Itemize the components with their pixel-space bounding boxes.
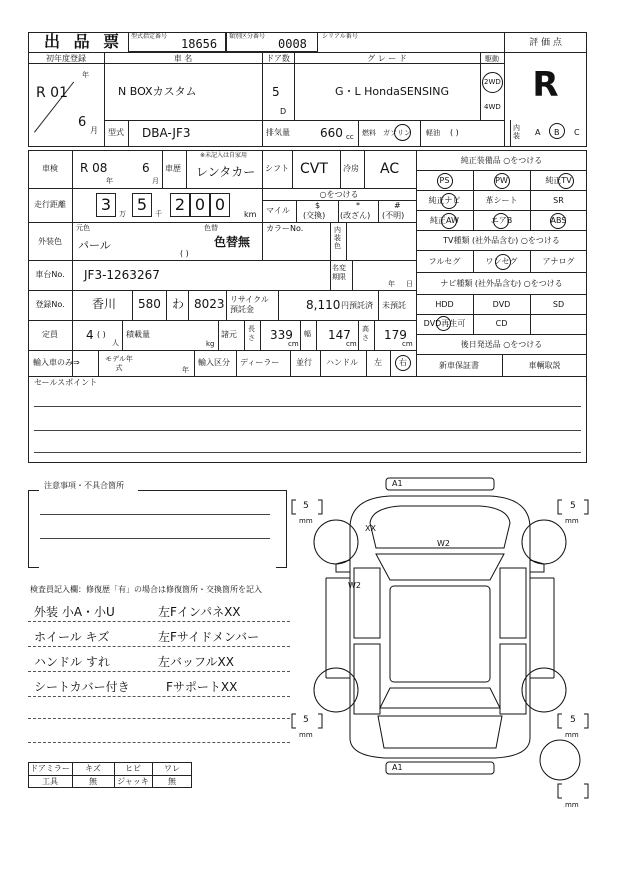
tv-title: TV種類 (社外品含む) ○をつける: [443, 236, 560, 245]
car-diagram: [290, 468, 590, 810]
divider: [122, 320, 123, 350]
divider: [28, 290, 416, 291]
inspector-line-3-a: ハンドル すれ: [34, 655, 110, 669]
divider: [364, 150, 365, 188]
divider: [262, 150, 263, 188]
model-year-label: モデル年式: [105, 355, 133, 372]
sales-line: [34, 406, 581, 407]
divider: [28, 376, 587, 377]
rear-panel: [378, 716, 502, 748]
door-right-rear: [500, 644, 526, 714]
mileage-digit-5: 0: [214, 195, 226, 214]
equip-abs: ABS: [550, 216, 567, 225]
inspector-line-1-b: 左FインパネXX: [158, 605, 241, 619]
fuel-gas: ガソリン: [383, 129, 411, 137]
form-title: 出 品 票: [44, 32, 124, 51]
recycle-unit: 円預託済: [341, 301, 373, 310]
nav-dvd-play-circle: [436, 316, 451, 331]
model-year-unit: 年: [182, 366, 189, 374]
divider: [28, 350, 416, 351]
first-reg-month: 6: [78, 115, 87, 130]
tire-fl-depth: 5: [303, 501, 309, 511]
rear-window: [380, 688, 500, 708]
mile-label: マイル: [266, 206, 290, 215]
interior-b-circle: [549, 123, 565, 139]
divider: [316, 320, 317, 350]
divider: [378, 200, 379, 222]
divider: [28, 260, 416, 261]
chassis-value: JF3-1263267: [84, 268, 160, 282]
import-dealer: ディーラー: [240, 358, 280, 367]
divider: [338, 200, 339, 222]
model-label: 型式: [108, 128, 124, 137]
divider: [374, 320, 375, 350]
divider: [104, 120, 504, 121]
fuel-light: 軽油: [426, 129, 440, 137]
legend-tools: 工具: [42, 777, 58, 786]
class-no-value: 0008: [278, 37, 307, 51]
tire-fr-depth: 5: [570, 501, 576, 511]
equip-pw-circle: [494, 173, 510, 189]
grade-eval-label: 評 価 点: [529, 38, 562, 48]
drive-label: 駆動: [485, 55, 499, 63]
divider: [236, 350, 237, 376]
notes-bracket-left: [28, 490, 39, 568]
equip-navi-circle: [441, 193, 457, 209]
inspector-line-3-b: 左バッフルXX: [158, 655, 234, 669]
first-reg-label: 初年度登録: [46, 54, 86, 63]
fuel-gas-circle: [394, 124, 411, 141]
divider: [346, 222, 347, 260]
door-left-rear: [354, 644, 380, 714]
chassis-label: 車台No.: [35, 270, 65, 279]
shift-value: CVT: [300, 161, 328, 177]
wheel-front-right: [522, 520, 566, 564]
divider: [416, 230, 587, 231]
divider: [262, 52, 263, 147]
cc-unit: cc: [346, 133, 354, 141]
divider: [72, 150, 73, 376]
nav-cd: CD: [495, 319, 508, 328]
month-unit: 月: [90, 126, 98, 135]
nav-hdd: HDD: [435, 300, 454, 309]
divider: [98, 350, 99, 376]
notes-line: [40, 538, 270, 539]
inspection-year-unit: 年: [106, 177, 113, 185]
divider: [330, 222, 331, 260]
equip-tv-circle: [558, 173, 574, 189]
sales-point-label: セールスポイント: [34, 378, 98, 387]
divider: [416, 210, 587, 211]
reg-class: 580: [138, 297, 161, 311]
divider: [186, 150, 187, 188]
inspector-line-1-a: 外装 小A・小U: [34, 605, 115, 619]
ac-value: AC: [380, 161, 400, 177]
doors-value: 5: [272, 85, 280, 99]
drive-4wd: 4WD: [484, 103, 501, 111]
inspection-value: R 08: [80, 161, 108, 175]
length-value: 339: [270, 328, 293, 342]
inspector-label: 検査員記入欄：修復歴「有」の場合は修復箇所・交換箇所を記入: [30, 585, 262, 594]
transfer-day-unit: 日: [406, 280, 413, 288]
divider: [226, 290, 227, 320]
send-manual: 車輌取説: [528, 361, 561, 370]
legend-scratch: キズ: [85, 764, 101, 773]
divider: [188, 290, 189, 320]
dims-label: 諸元: [221, 330, 237, 339]
equip-aw: 純正AW: [430, 216, 459, 225]
km-unit: km: [244, 210, 257, 219]
divider: [296, 200, 297, 222]
car-body: [350, 496, 530, 758]
equip-abs-circle: [550, 213, 566, 229]
handle-right-circle: [395, 355, 411, 371]
divider: [128, 120, 129, 147]
equipment-title: 純正装備品 ○をつける: [460, 156, 543, 165]
color-change-label: 色替: [204, 224, 218, 232]
divider: [28, 222, 416, 223]
legend-jack: ジャッキ: [117, 777, 149, 786]
sales-line: [34, 452, 581, 453]
divider: [416, 250, 587, 251]
windshield: [376, 554, 504, 580]
inspector-rule: [28, 621, 290, 622]
divider: [290, 350, 291, 376]
divider: [262, 222, 263, 260]
wheel-spare: [540, 740, 580, 780]
divider: [104, 52, 105, 147]
year-unit: 年: [82, 71, 89, 79]
divider: [218, 320, 219, 350]
equip-airbag-circle: [493, 213, 509, 229]
model-value: DBA-JF3: [142, 126, 191, 140]
inspector-rule: [28, 646, 290, 647]
divider: [262, 200, 416, 201]
legend-jack-value: 無: [168, 777, 176, 786]
color-paren: ( ): [180, 249, 189, 258]
capacity-label: 定員: [42, 330, 58, 339]
person-unit: 人: [112, 339, 119, 347]
side-mark: W2: [348, 581, 361, 590]
capacity-paren: ( ): [97, 330, 106, 339]
inspection-month-unit: 月: [152, 177, 159, 185]
legend-tools-value: 無: [89, 777, 97, 786]
roof-mark: W2: [437, 539, 450, 548]
import-parallel: 並行: [296, 358, 312, 367]
capacity-value: 4: [86, 328, 94, 342]
equip-navi: 純正ナビ: [428, 196, 461, 205]
load-kg-unit: kg: [206, 340, 215, 348]
load-label: 積載量: [126, 330, 150, 339]
mm-unit: mm: [565, 801, 579, 809]
width-cm-unit: cm: [346, 340, 357, 348]
interior-a: A: [535, 128, 541, 137]
equip-tv: 純正TV: [545, 176, 572, 185]
divider: [416, 170, 587, 171]
original-color-value: パール: [78, 239, 111, 252]
equip-sr: SR: [553, 196, 564, 205]
swap-label: (交換): [303, 211, 326, 220]
divider: [28, 63, 504, 64]
history-note: ※未記入は自家用: [200, 152, 248, 159]
recycle-unpaid: 未預託: [382, 301, 406, 310]
divider: [510, 120, 511, 147]
recycle-value: 8,110: [306, 298, 341, 312]
door-type: D: [280, 107, 287, 116]
mileage-digit-1: 3: [100, 195, 112, 214]
divider: [292, 150, 293, 188]
divider: [378, 290, 379, 320]
inspector-line-2-a: ホイール キズ: [34, 630, 110, 644]
recycle-label: リサイクル預託金: [230, 295, 269, 314]
legend-crack: ヒビ: [125, 764, 141, 773]
fuel-label: 燃料: [362, 129, 376, 137]
inspector-line-4-a: シートカバー付き: [34, 680, 130, 694]
notes-label: 注意事項・不具合箇所: [44, 481, 124, 490]
notes-bracket-top: [28, 490, 36, 491]
swap-sym: $: [315, 201, 321, 210]
width-label: 幅: [304, 330, 311, 338]
inspector-line-4-b: FサポートXX: [166, 680, 238, 694]
handle-left: 左: [374, 358, 382, 367]
car-name-label: 車 名: [173, 54, 193, 63]
interior-c: C: [574, 128, 580, 137]
nav-dvd: DVD: [492, 300, 511, 309]
equip-pw: PW: [495, 176, 508, 185]
mileage-digit-3: 2: [174, 195, 186, 214]
grade-label: グ レ ー ド: [367, 54, 407, 63]
inspector-line-2-b: 左Fサイドメンバー: [158, 630, 260, 644]
interior-b: B: [554, 128, 560, 137]
unknown-label: (不明): [382, 211, 405, 220]
mileage-unit-sen: 千: [155, 210, 162, 218]
height-value: 179: [384, 328, 407, 342]
divider: [340, 150, 341, 188]
width-value: 147: [328, 328, 351, 342]
displacement-label: 排気量: [266, 128, 290, 137]
mm-unit: mm: [299, 517, 313, 525]
car-name-value: N BOXカスタム: [118, 85, 197, 98]
color-change-value: 色替無: [214, 235, 251, 249]
mm-unit: mm: [299, 731, 313, 739]
inspector-rule: [28, 742, 290, 743]
divider: [504, 52, 587, 53]
mileage-digit-4: 0: [194, 195, 206, 214]
front-bumper-mark: A1: [392, 479, 403, 488]
roof-panel: [390, 586, 490, 682]
equip-ps: PS: [439, 176, 450, 185]
wheel-rear-right: [522, 668, 566, 712]
divider: [473, 294, 474, 334]
inspection-label: 車検: [42, 164, 58, 173]
legend-break: ワレ: [164, 764, 180, 773]
divider: [416, 294, 587, 295]
mm-unit: mm: [565, 517, 579, 525]
doors-label: ドア数: [266, 54, 290, 63]
tv-fullseg: フルセグ: [428, 257, 461, 266]
divider: [352, 260, 353, 290]
equip-aw-circle: [441, 213, 457, 229]
divider: [244, 320, 245, 350]
divider: [416, 190, 587, 191]
door-left-front: [354, 568, 380, 638]
sales-line: [34, 430, 581, 431]
divider: [162, 150, 163, 188]
equip-ps-circle: [437, 173, 453, 189]
send-warranty: 新車保証書: [439, 361, 479, 370]
divider: [28, 52, 504, 53]
hood-mark: XX: [365, 524, 376, 533]
divider: [300, 320, 301, 350]
divider: [416, 314, 587, 315]
equip-leather: 革シート: [485, 196, 518, 205]
interior-label: 内装: [513, 124, 520, 140]
mirror-left: [336, 560, 350, 572]
divider: [132, 290, 133, 320]
height-cm-unit: cm: [402, 340, 413, 348]
send-title: 後日発送品 ○をつける: [460, 340, 543, 349]
form-no-label: 型式指定番号: [131, 33, 168, 40]
history-label: 車歴: [165, 164, 181, 173]
height-label: 高さ: [362, 325, 369, 342]
mirror-right: [530, 560, 544, 572]
transfer-year-unit: 年: [388, 280, 395, 288]
divider: [530, 294, 531, 334]
wheel-rear-left: [314, 668, 358, 712]
notes-bracket-right: [276, 490, 287, 568]
serial-label: シリアル番号: [322, 33, 358, 40]
divider: [28, 775, 192, 776]
divider: [390, 350, 391, 376]
reg-area: 香川: [92, 297, 117, 311]
divider: [166, 290, 167, 320]
divider: [416, 334, 587, 335]
mileage-note: ○をつける: [319, 190, 359, 199]
tv-oneseg-circle: [495, 254, 511, 270]
divider: [28, 188, 416, 189]
form-no-value: 18656: [181, 37, 218, 51]
wheel-front-left: [314, 520, 358, 564]
nav-dvd-play: DVD再生可: [423, 319, 466, 328]
drive-2wd: 2WD: [484, 78, 501, 86]
tire-rl-depth: 5: [303, 715, 309, 725]
original-color-label: 元色: [76, 224, 90, 232]
reg-kana: わ: [172, 297, 185, 311]
score-value: R: [532, 65, 559, 105]
nav-title: ナビ種類 (社外品含む) ○をつける: [440, 279, 563, 288]
tv-analog: アナログ: [542, 257, 575, 266]
length-label: 長さ: [248, 325, 255, 342]
nav-sd: SD: [552, 300, 565, 309]
handle-right: 右: [399, 358, 407, 367]
divider: [420, 120, 421, 147]
inspector-rule: [28, 671, 290, 672]
notes-bracket-top: [138, 490, 286, 491]
unknown-sym: #: [394, 201, 401, 210]
shift-label: シフト: [265, 164, 289, 173]
interior-color-label: 内装色: [334, 226, 341, 250]
import-label: 輸入車のみ⇒: [33, 358, 80, 367]
handle-label: ハンドル: [326, 358, 358, 367]
tamper-label: (改ざん): [340, 211, 371, 220]
legend-mirror: ドアミラー: [30, 764, 70, 773]
tamper-sym: *: [356, 201, 360, 210]
tv-oneseg: ワンセグ: [485, 257, 518, 266]
divider: [260, 320, 261, 350]
mileage-unit-man: 万: [119, 210, 126, 218]
door-right-front: [500, 568, 526, 638]
divider: [366, 350, 367, 376]
mileage-digit-2: 5: [136, 195, 148, 214]
divider: [194, 350, 195, 376]
notes-line: [40, 514, 270, 515]
inspector-rule: [28, 718, 290, 719]
first-reg-era: R 01: [36, 85, 68, 101]
registration-label: 登録No.: [35, 300, 65, 309]
ac-label: 冷房: [343, 164, 359, 173]
reg-number: 8023: [194, 297, 225, 311]
transfer-label: 名変期限: [332, 264, 346, 281]
divider: [358, 120, 359, 147]
divider: [278, 290, 279, 320]
divider: [330, 260, 331, 290]
mm-unit: mm: [565, 731, 579, 739]
length-cm-unit: cm: [288, 340, 299, 348]
import-type-label: 輸入区分: [198, 358, 230, 367]
divider: [416, 272, 587, 273]
history-value: レンタカー: [196, 165, 256, 179]
equip-airbag: エアB: [490, 216, 513, 225]
divider: [320, 350, 321, 376]
rear-bumper-mark: A1: [392, 763, 403, 772]
grade-value: G・L HondaSENSING: [335, 85, 449, 98]
inspection-month: 6: [142, 161, 150, 175]
fuel-bracket: ( ): [450, 128, 459, 137]
mileage-label: 走行距離: [34, 200, 66, 209]
class-no-label: 類別区分番号: [229, 33, 266, 40]
tire-rr-depth: 5: [570, 715, 576, 725]
inspector-rule: [28, 696, 290, 697]
color-no-label: カラーNo.: [266, 224, 304, 233]
displacement-value: 660: [320, 126, 343, 140]
color-label: 外装色: [38, 237, 62, 246]
divider: [358, 320, 359, 350]
